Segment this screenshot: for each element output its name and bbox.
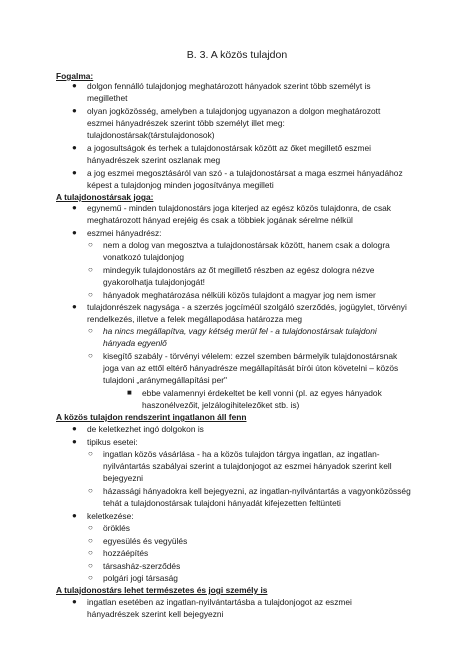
list-item: polgári jogi társaság [103, 573, 178, 583]
circle-bullet-icon: ○ [88, 240, 93, 249]
text-line: ebbe valamennyi érdekeltet be kell vonni (pl. az egyes hányadok [142, 388, 382, 398]
text-line: olyan jogközösség, amelyben a tulajdonjog ugyanazon a dolgon meghatározott [87, 106, 381, 116]
text-line: a jogosultságok és terhek a tulajdonostársak között az őket megillető eszmei [87, 143, 371, 153]
text-line: a jog eszmei megosztásáról van szó - a tulajdonostársat a maga eszmei hányadához [87, 168, 403, 178]
square-bullet-icon: ■ [127, 388, 132, 397]
text-line: bejegyezni [103, 473, 144, 483]
text-line: képest a tulajdonjog minden jogosítványa megilleti [87, 180, 274, 190]
text-line: megillethet [87, 93, 128, 103]
text-line: ha nincs megállapítva, vagy kétség merül fel - a tulajdonostársak tulajdoni [103, 326, 377, 336]
text-line: eszmei hányadrész: [87, 228, 162, 238]
circle-bullet-icon: ○ [88, 351, 93, 360]
text-line: hányadok meghatározása nélküli közös tulajdont a magyar jog nem ismer [103, 290, 376, 300]
text-line: tehát a tulajdonostársak tulajdoni hányadát kifejezetten feltünteti [103, 498, 341, 508]
text-line: nyilvántartás szabályai szerint a tulajdonjogot az eszmei hányadok szerint kell [103, 461, 392, 471]
text-line: hányadrészek szerint kell bejegyezni [87, 609, 224, 619]
text-line: tulajdonrészek nagysága - a szerzés jogcíméül szolgáló szerződés, jogügylet, törvényi [87, 302, 407, 312]
text-line: kisegítő szabály - törvényi vélelem: ezzel szemben bármelyik tulajdonostársnak [103, 351, 398, 361]
circle-bullet-icon: ○ [88, 548, 93, 557]
text-line: joga van az ettől eltérő hányadrésze megállapítását bírói úton követelni – közös [103, 363, 399, 373]
circle-bullet-icon: ○ [88, 326, 93, 335]
circle-bullet-icon: ○ [88, 290, 93, 299]
text-line: hányada egyenlő [103, 338, 167, 348]
text-line: dolgon fennálló tulajdonjog meghatározott hányadok szerint több személyt is [87, 81, 371, 91]
text-line: egynemű - minden tulajdonostárs joga kiterjed az egész közös tulajdonra, de csak [87, 203, 391, 213]
circle-bullet-icon: ○ [88, 523, 93, 532]
text-line: meghatározott hányad erejéig és csak a többiek jogának sérelme nélkül [87, 215, 353, 225]
text-line: tipikus esetei: [87, 437, 138, 447]
bullet-icon: ● [72, 106, 77, 115]
list-item: hozzáépítés [103, 548, 149, 558]
bullet-icon: ● [72, 302, 77, 311]
text-line: hányadrészek szerint oszlanak meg [87, 155, 221, 165]
bullet-icon: ● [72, 228, 77, 237]
list-item: társasház-szerződés [103, 561, 181, 571]
text-line: tulajdoni „aránymegállapítási per" [103, 375, 228, 385]
text-line: eszmei hányadrészek szerint több személyt illet meg: [87, 118, 285, 128]
text-line: nem a dolog van megosztva a tulajdonostársak között, hanem csak a dologra [103, 240, 390, 250]
heading-rendszerint: A közös tulajdon rendszerint ingatlanon áll fenn [56, 412, 247, 422]
bullet-icon: ● [72, 511, 77, 520]
text-line: gyakorolhatja tulajdonjogát! [103, 277, 205, 287]
bullet-icon: ● [72, 597, 77, 606]
text-line: ingatlan közös vásárlása - ha a közös tulajdon tárgya ingatlan, az ingatlan- [103, 449, 380, 459]
bullet-icon: ● [72, 203, 77, 212]
bullet-icon: ● [72, 81, 77, 90]
text-line: haszonélvezőit, jelzálogihitelezőket stb. is) [142, 400, 300, 410]
circle-bullet-icon: ○ [88, 573, 93, 582]
text-line: mindegyik tulajdonostárs az őt megillető részben az egész dologra nézve [103, 265, 375, 275]
heading-szemely: A tulajdonostárs lehet természetes és jogi személy is [56, 585, 268, 595]
text-line: vonatkozó tulajdonjog [103, 252, 185, 262]
circle-bullet-icon: ○ [88, 265, 93, 274]
circle-bullet-icon: ○ [88, 486, 93, 495]
bullet-icon: ● [72, 168, 77, 177]
circle-bullet-icon: ○ [88, 561, 93, 570]
text-line: házassági hányadokra kell bejegyezni, az ingatlan-nyilvántartás a vagyonközösség [103, 486, 411, 496]
text-line: de keletkezhet ingó dolgokon is [87, 424, 204, 434]
text-line: rendelkezés, illetve a felek megállapodása határozza meg [87, 314, 303, 324]
text-line: keletkezése: [87, 511, 134, 521]
circle-bullet-icon: ○ [88, 536, 93, 545]
heading-fogalma: Fogalma: [56, 71, 94, 81]
bullet-icon: ● [72, 424, 77, 433]
list-item: öröklés [103, 523, 130, 533]
list-item: egyesülés és vegyülés [103, 536, 188, 546]
heading-joga: A tulajdonostársak joga: [56, 192, 154, 202]
page-title: B. 3. A közös tulajdon [186, 49, 288, 61]
bullet-icon: ● [72, 143, 77, 152]
bullet-icon: ● [72, 437, 77, 446]
circle-bullet-icon: ○ [88, 449, 93, 458]
text-line: tulajdonostársak(társtulajdonosok) [87, 130, 215, 140]
text-line: ingatlan esetében az ingatlan-nyilvántartásba a tulajdonjogot az eszmei [87, 597, 352, 607]
